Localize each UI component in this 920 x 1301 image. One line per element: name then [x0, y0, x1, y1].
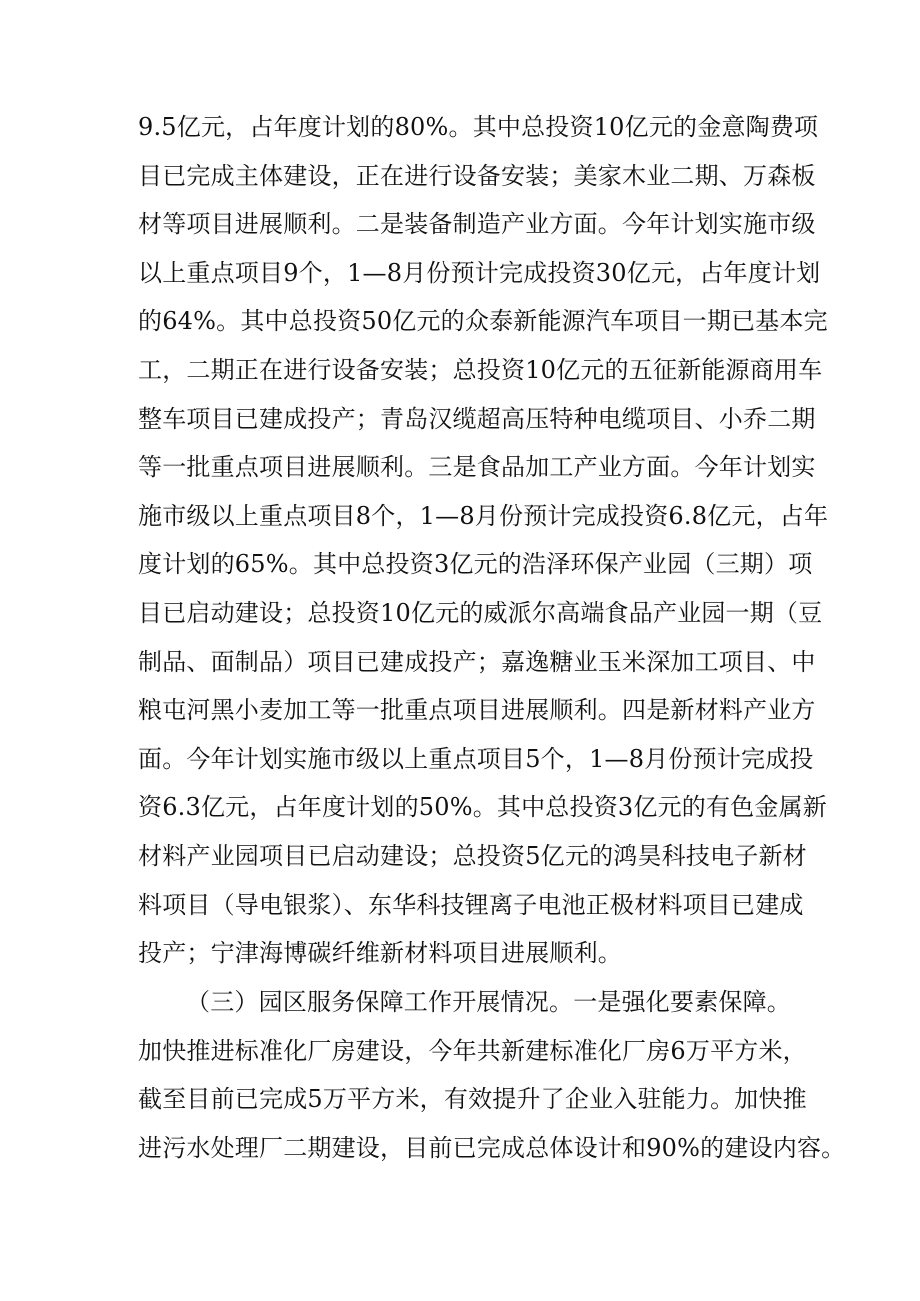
text-line: 施市级以上重点项目8个，1—8月份预计完成投资6.8亿元，占年	[138, 501, 829, 530]
text-line: 9.5亿元，占年度计划的80%。其中总投资10亿元的金意陶费项	[138, 113, 819, 141]
text-line: 粮屯河黑小麦加工等一批重点项目进展顺利。四是新材料产业方	[138, 696, 816, 725]
section-heading-line: （三）园区服务保障工作开展情况。一是强化要素保障。	[186, 988, 791, 1016]
paragraph-industry-projects	[138, 103, 829, 978]
text-line: 整车项目已建成投产；青岛汉缆超高压特种电缆项目、小乔二期	[138, 404, 816, 433]
text-line: 等一批重点项目进展顺利。三是食品加工产业方面。今年计划实	[138, 453, 816, 482]
text-line: 进污水处理厂二期建设，目前已完成总体设计和90%的建设内容。	[138, 1133, 846, 1162]
text-line: 料项目（导电银浆）、东华科技锂离子电池正极材料项目已建成	[138, 890, 804, 919]
text-line: 目已完成主体建设，正在进行设备安装；美家木业二期、万森板	[138, 161, 816, 190]
text-line: 面。今年计划实施市级以上重点项目5个，1—8月份预计完成投	[138, 744, 814, 773]
text-line: 制品、面制品）项目已建成投产；嘉逸糖业玉米深加工项目、中	[138, 647, 816, 676]
text-line: 度计划的65%。其中总投资3亿元的浩泽环保产业园（三期）项	[138, 550, 813, 579]
text-line: 资6.3亿元，占年度计划的50%。其中总投资3亿元的有色金属新	[138, 793, 827, 822]
text-line: 材料产业园项目已启动建设；总投资5亿元的鸿昊科技电子新材	[138, 841, 807, 870]
paragraph-park-services	[138, 978, 846, 1172]
text-line: 截至目前已完成5万平方米，有效提升了企业入驻能力。加快推	[138, 1085, 807, 1114]
text-line: 的64%。其中总投资50亿元的众泰新能源汽车项目一期已基本完	[138, 307, 828, 336]
text-line: 以上重点项目9个，1—8月份预计完成投资30亿元，占年度计划	[138, 258, 821, 287]
text-line: 目已启动建设；总投资10亿元的威派尔高端食品产业园一期（豆	[138, 598, 823, 627]
text-line: 投产；宁津海博碳纤维新材料项目进展顺利。	[138, 939, 622, 968]
text-line: 工，二期正在进行设备安装；总投资10亿元的五征新能源商用车	[138, 355, 823, 384]
text-line: 加快推进标准化厂房建设，今年共新建标准化厂房6万平方米，	[138, 1036, 807, 1065]
text-line: 材等项目进展顺利。二是装备制造产业方面。今年计划实施市级	[138, 210, 816, 239]
